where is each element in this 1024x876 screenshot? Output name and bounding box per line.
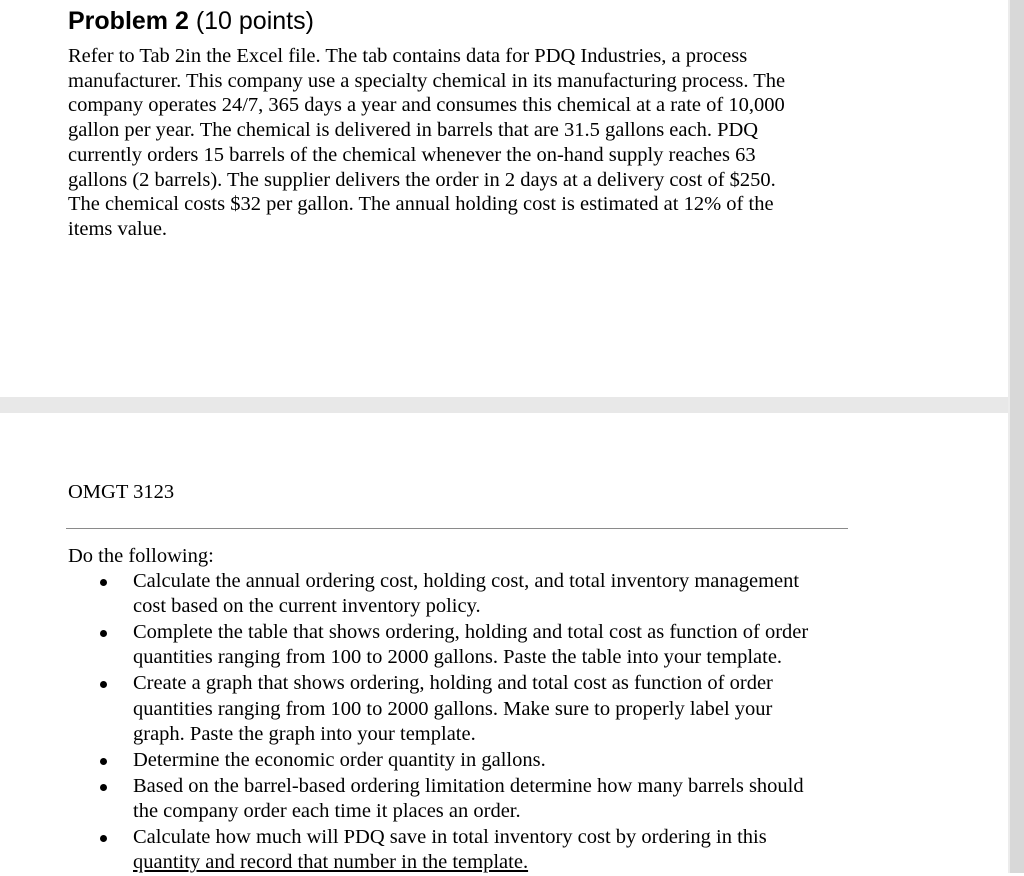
problem-description — [68, 44, 858, 242]
task-item — [68, 774, 868, 825]
task-line: quantity and record that number in the template. — [133, 851, 529, 874]
problem-title-label: Problem 2 — [68, 7, 189, 35]
description-line: manufacturer. This company use a specialty chemical in its manufacturing process. The — [68, 69, 786, 92]
description-line: gallon per year. The chemical is delivered in barrels that are 31.5 gallons each. PDQ — [68, 119, 759, 142]
bullet-icon — [100, 758, 107, 765]
window-edge — [1010, 0, 1024, 873]
task-item — [68, 620, 868, 671]
bullet-icon — [100, 835, 107, 842]
task-line: cost based on the current inventory policy. — [133, 595, 481, 618]
description-line: currently orders 15 barrels of the chemical whenever the on-hand supply reaches 63 — [68, 143, 756, 166]
problem-title — [68, 6, 314, 36]
task-line: Determine the economic order quantity in gallons. — [133, 748, 546, 771]
task-line: graph. Paste the graph into your template. — [133, 722, 476, 745]
task-line: quantities ranging from 100 to 2000 gallons. Make sure to properly label your — [133, 697, 773, 720]
task-item — [68, 569, 868, 620]
task-line: Based on the barrel-based ordering limitation determine how many barrels should — [133, 774, 804, 797]
task-item — [68, 671, 868, 747]
course-code: OMGT 3123 — [68, 481, 175, 503]
problem-title-points: (10 points) — [195, 7, 314, 35]
description-line: gallons (2 barrels). The supplier delivers the order in 2 days at a delivery cost of $250. — [68, 168, 776, 191]
bullet-icon — [100, 784, 107, 791]
task-list — [68, 569, 868, 876]
task-line: quantities ranging from 100 to 2000 gallons. Paste the table into your template. — [133, 646, 783, 669]
task-item — [68, 825, 868, 876]
description-line: company operates 24/7, 365 days a year and consumes this chemical at a rate of 10,000 — [68, 94, 785, 117]
horizontal-divider — [66, 528, 848, 529]
task-line: Calculate the annual ordering cost, holding cost, and total inventory management — [133, 570, 800, 592]
description-line: The chemical costs $32 per gallon. The annual holding cost is estimated at 12% of the — [68, 193, 774, 216]
instructions-lead: Do the following: — [68, 545, 214, 567]
task-line: Create a graph that shows ordering, holding and total cost as function of order — [133, 672, 773, 695]
bullet-icon — [100, 681, 107, 688]
description-line: Refer to Tab 2in the Excel file. The tab contains data for PDQ Industries, a process — [68, 45, 748, 67]
bullet-icon — [100, 579, 107, 586]
task-line: Complete the table that shows ordering, holding and total cost as function of order — [133, 621, 809, 644]
page-break — [0, 397, 1008, 413]
description-line: items value. — [68, 217, 168, 240]
task-line: Calculate how much will PDQ save in total inventory cost by ordering in this — [133, 825, 767, 848]
task-line: the company order each time it places an order. — [133, 800, 521, 823]
bullet-icon — [100, 630, 107, 637]
task-item — [68, 748, 868, 773]
